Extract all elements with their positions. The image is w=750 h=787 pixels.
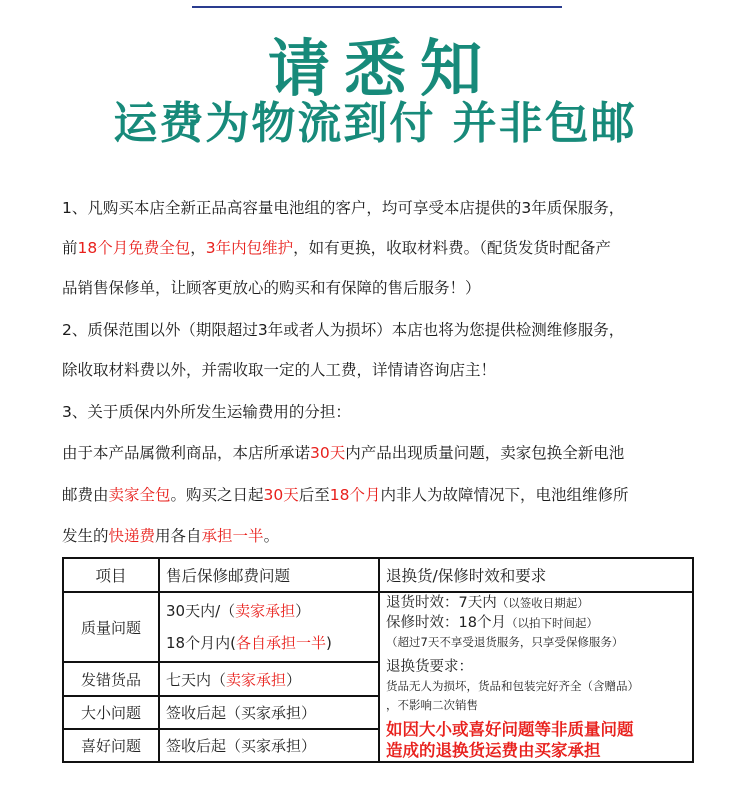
paragraph-3-line-2: 由于本产品属微利商品，本店所承诺30天内产品出现质量问题，卖家包换全新电池 (62, 444, 625, 462)
top-divider (192, 6, 562, 8)
free-18-months: 18个月免费全包 (77, 239, 191, 257)
three-year-maintenance: 3年内包维护 (205, 239, 294, 257)
paragraph-3-line-1: 3、关于质保内外所发生运输费用的分担： (62, 403, 351, 421)
row-label-wrong-item: 发错货品 (63, 662, 159, 695)
header-postage: 售后保修邮费问题 (159, 558, 379, 592)
paragraph-3-line-3: 邮费由卖家全包。购买之日起30天后至18个月内非人为故障情况下，电池组维修所 (62, 486, 629, 504)
return-policy-cell: 退货时效：7天内（以签收日期起） 保修时效：18个月（以拍下时间起） （超过7天不享受退货服务，只享受保修服务） 退换货要求： 货品无人为损坏，货品和包装完好齐全（含赠品） ，不影响二次销售 如因大小或喜好问题等非质量问题 造成的退换货运费由买家承担 (379, 592, 693, 762)
quality-postage: 30天内/（卖家承担） 18个月内(各自承担一半) (159, 592, 379, 662)
row-label-size: 大小问题 (63, 696, 159, 729)
paragraph-1-line-3: 品销售保修单，让顾客更放心的购买和有保障的售后服务！） (62, 279, 481, 297)
table-header-row (63, 558, 693, 592)
size-postage: 签收后起（买家承担） (159, 696, 379, 729)
notice-title: 请悉知 (267, 32, 496, 105)
paragraph-1-line-1: 1、凡购买本店全新正品高容量电池组的客户，均可享受本店提供的3年质保服务， (62, 199, 625, 217)
non-quality-return-note-1: 如因大小或喜好问题等非质量问题 (386, 720, 634, 739)
table-row (63, 592, 693, 662)
non-quality-return-note-2: 造成的退换货运费由买家承担 (386, 741, 601, 760)
row-label-preference: 喜好问题 (63, 729, 159, 762)
shipping-subtitle: 运费为物流到付 并非包邮 (113, 98, 637, 149)
paragraph-2-line-1: 2、质保范围以外（期限超过3年或者人为损坏）本店也将为您提供检测维修服务， (62, 321, 625, 339)
after-sales-table (62, 557, 694, 763)
wrong-item-postage: 七天内（卖家承担） (159, 662, 379, 695)
paragraph-1-line-2: 前18个月免费全包，3年内包维护，如有更换，收取材料费。（配货发货时配备产 (62, 239, 611, 257)
row-label-quality: 质量问题 (63, 592, 159, 662)
paragraph-2-line-2: 除收取材料费以外，并需收取一定的人工费，详情请咨询店主！ (62, 361, 497, 379)
preference-postage: 签收后起（买家承担） (159, 729, 379, 762)
paragraph-3-line-4: 发生的快递费用各自承担一半。 (62, 527, 280, 545)
header-item: 项目 (63, 558, 159, 592)
header-return-policy: 退换货/保修时效和要求 (379, 558, 693, 592)
